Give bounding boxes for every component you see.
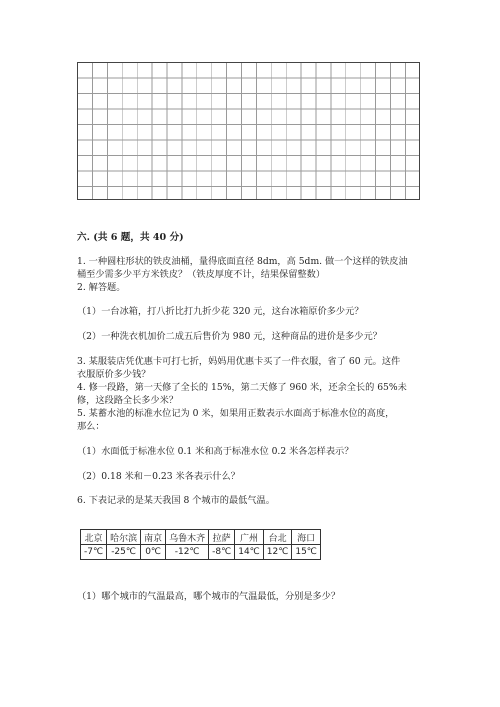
question-5-sub-1: （1）水面低于标准水位 0.1 米和高于标准水位 0.2 米各怎样表示？ [77, 446, 354, 457]
city-cell: 广州 [235, 530, 264, 545]
question-2-sub-2: （2）一种洗衣机加价二成五后售价为 980 元，这种商品的进价是多少元？ [77, 331, 382, 342]
temperature-cell: 0℃ [141, 545, 166, 560]
city-cell: 北京 [81, 530, 107, 545]
question-3-line-1: 3. 某服装店凭优惠卡可打七折，妈妈用优惠卡买了一件衣服，省了 60 元。这件 [77, 356, 401, 367]
temperature-table [80, 529, 321, 560]
answer-grid [77, 62, 420, 200]
temperature-cell: -12℃ [166, 545, 209, 560]
temperature-cell: -8℃ [209, 545, 235, 560]
temperature-row [81, 545, 321, 560]
question-5-line-2: 那么： [77, 421, 105, 432]
city-cell: 拉萨 [209, 530, 235, 545]
temperature-cell: 14℃ [235, 545, 264, 560]
question-4-line-2: 修，这段路全长多少米？ [77, 395, 179, 406]
temperature-cell: -7℃ [81, 545, 107, 560]
question-5-line-1: 5. 某蓄水池的标准水位记为 0 米，如果用正数表示水面高于标准水位的高度， [77, 408, 395, 419]
temperature-cell: 15℃ [292, 545, 321, 560]
question-6-intro: 6. 下表记录的是某天我国 8 个城市的最低气温。 [77, 495, 275, 506]
question-4-line-1: 4. 修一段路，第一天修了全长的 15%，第二天修了 960 米，还余全长的 65%未 [77, 382, 407, 393]
question-1-line-1: 1. 一种圆柱形状的铁皮油桶，量得底面直径 8dm，高 5dm. 做一个这样的铁皮油 [77, 256, 408, 267]
temperature-cell: 12℃ [263, 545, 292, 560]
city-row [81, 530, 321, 545]
city-cell: 哈尔滨 [107, 530, 141, 545]
question-5-sub-2: （2）0.18 米和－0.23 米各表示什么？ [77, 471, 240, 482]
city-cell: 台北 [263, 530, 292, 545]
question-1-line-2: 桶至少需多少平方米铁皮？（铁皮厚度不计，结果保留整数） [77, 269, 326, 280]
question-2-title: 2. 解答题。 [77, 282, 126, 293]
temperature-cell: -25℃ [107, 545, 141, 560]
question-3-line-2: 衣服原价多少钱？ [77, 369, 151, 380]
city-cell: 海口 [292, 530, 321, 545]
question-2-sub-1: （1）一台冰箱，打八折比打九折少花 320 元，这台冰箱原价多少元？ [77, 306, 364, 317]
city-cell: 乌鲁木齐 [166, 530, 209, 545]
question-6-sub-1: （1）哪个城市的气温最高，哪个城市的气温最低，分别是多少？ [77, 591, 341, 602]
section-heading: 六. (共 6 题，共 40 分) [77, 232, 184, 243]
city-cell: 南京 [141, 530, 166, 545]
